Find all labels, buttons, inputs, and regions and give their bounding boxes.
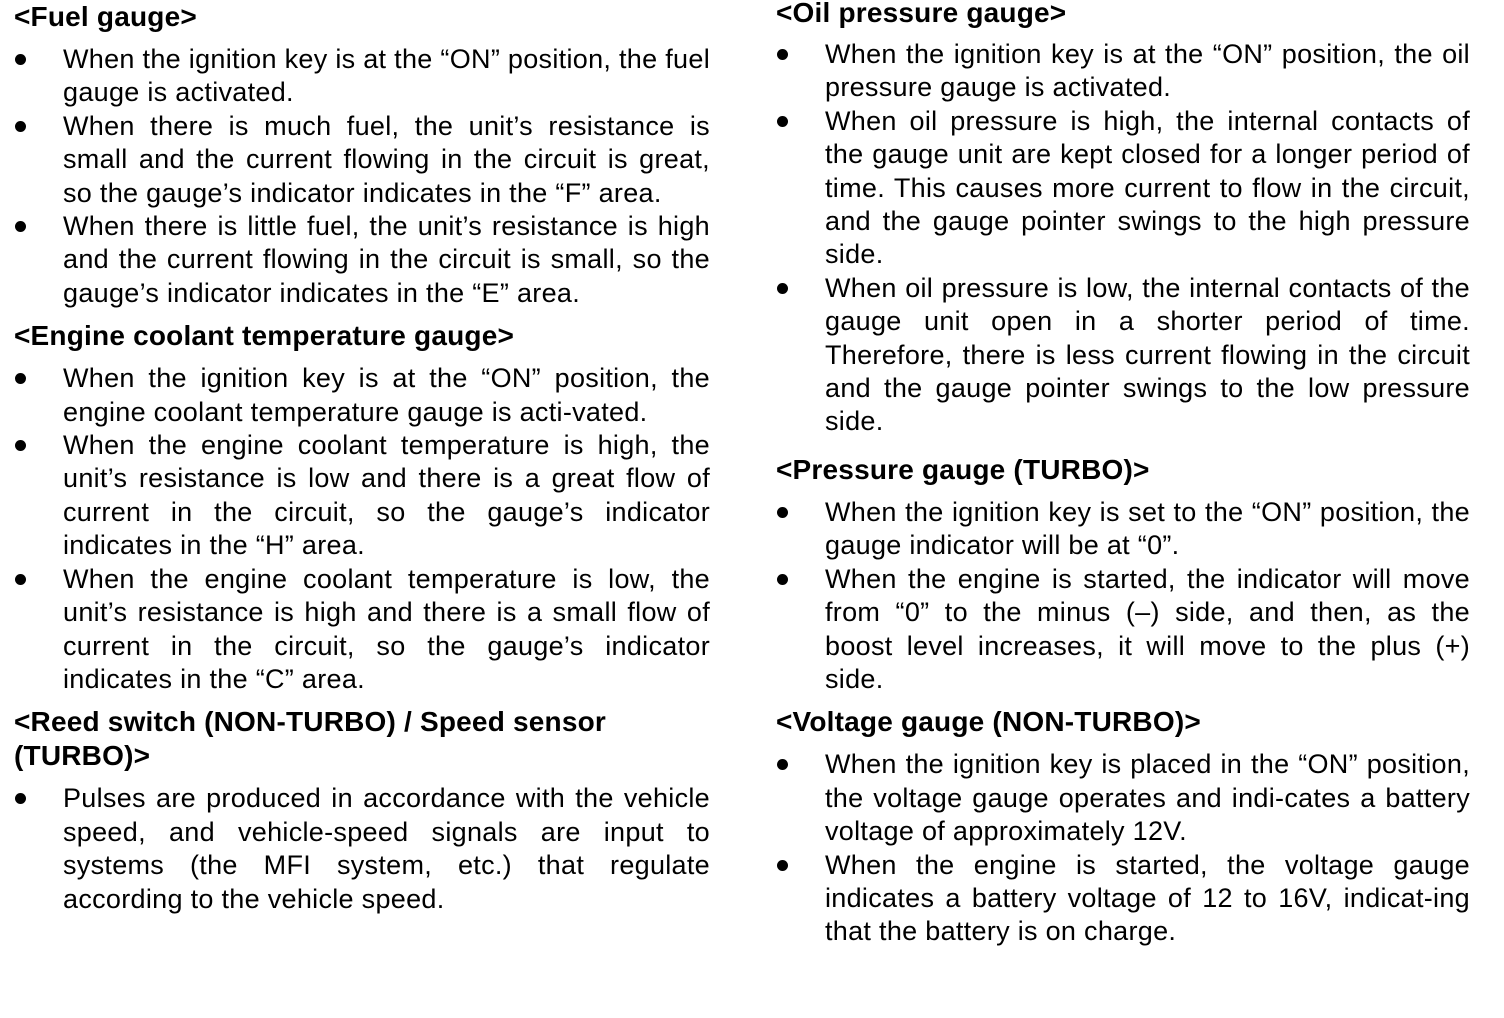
bullet-icon [15,373,26,384]
item-text: When there is much fuel, the unit’s resistance is small and the current flowing in the circuit is great, so the gauge’s indicator indicates in the “F” area. [63,110,710,208]
list-item [776,272,1470,439]
bullet-list [14,782,710,916]
list-item [776,105,1470,272]
list-item [776,38,1470,105]
bullet-list [776,748,1470,948]
bullet-icon [777,574,788,585]
item-text: When the engine is started, the indicator will move from “0” to the minus (–) side, and then, as the boost level increases, it will move to the plus (+) side. [825,563,1470,694]
bullet-icon [777,759,788,770]
item-text: When there is little fuel, the unit’s resistance is high and the current flowing in the circuit is small, so the gauge’s indicator indicates in the “E” area. [63,211,710,308]
section-coolant-gauge [14,319,710,696]
section-pressure-gauge-turbo [776,453,1470,696]
list-item [776,563,1470,697]
section-voltage-gauge [776,705,1470,948]
bullet-icon [15,54,26,65]
bullet-icon [777,116,788,127]
list-item [14,429,710,563]
section-heading: <Reed switch (NON-TURBO) / Speed sensor (TURBO)> [14,706,607,772]
bullet-icon [777,507,788,518]
right-column [776,0,1470,949]
section-reed-switch [14,705,710,916]
bullet-icon [777,49,788,60]
section-oil-pressure-gauge [776,0,1470,439]
item-text: When the ignition key is at the “ON” position, the fuel gauge is activated. [63,44,710,108]
section-heading: <Fuel gauge> [14,1,197,32]
list-item [776,496,1470,563]
bullet-icon [777,283,788,294]
item-text: When the ignition key is set to the “ON” position, the gauge indicator will be at “0”. [825,496,1470,561]
item-text: When the engine coolant temperature is high, the unit’s resistance is low and there is a great flow of current in the circuit, so the gauge’s indicator indicates in the “H” area. [63,430,710,561]
bullet-icon [15,574,26,585]
bullet-icon [15,793,26,804]
list-item [14,563,710,697]
bullet-list [14,362,710,696]
section-heading: <Voltage gauge (NON-TURBO)> [776,706,1201,738]
list-item [776,849,1470,949]
item-text: When the ignition key is at the “ON” position, the engine coolant temperature gauge is acti-vated. [63,363,710,427]
bullet-list [776,38,1470,439]
item-text: When the ignition key is at the “ON” position, the oil pressure gauge is activated. [825,39,1470,103]
section-fuel-gauge [14,0,710,310]
item-text: When the ignition key is placed in the “ON” position, the voltage gauge operates and indi-cates a battery voltage of approximately 12V. [825,749,1470,847]
item-text: When oil pressure is high, the internal contacts of the gauge unit are kept closed for a longer period of time. This causes more current to flow in the circuit, and the gauge pointer swings to the high pressure side. [825,105,1470,270]
bullet-icon [15,221,26,232]
item-text: When oil pressure is low, the internal contacts of the gauge unit open in a shorter period of time. Therefore, there is less current flowing in the circuit and the gauge pointer swings to the low pressure side. [825,272,1470,437]
list-item [14,43,710,110]
section-heading: <Oil pressure gauge> [776,0,1067,28]
bullet-list [14,43,710,310]
section-heading: <Pressure gauge (TURBO)> [776,453,1150,485]
item-text: When the engine coolant temperature is low, the unit’s resistance is high and there is a small flow of current in the circuit, so the gauge’s indicator indicates in the “C” area. [63,563,710,694]
list-item [776,748,1470,848]
bullet-icon [15,440,26,451]
list-item [14,210,710,310]
item-text: When the engine is started, the voltage gauge indicates a battery voltage of 12 to 16V, indicat-ing that the battery is on charge. [825,849,1470,947]
list-item [14,362,710,429]
section-heading: <Engine coolant temperature gauge> [14,320,515,352]
item-text: Pulses are produced in accordance with the vehicle speed, and vehicle-speed signals are input to systems (the MFI system, etc.) that regulate according to the vehicle speed. [63,783,710,914]
bullet-icon [15,121,26,132]
left-column [14,0,710,916]
bullet-list [776,496,1470,696]
bullet-icon [777,860,788,871]
list-item [14,782,710,916]
list-item [14,110,710,210]
